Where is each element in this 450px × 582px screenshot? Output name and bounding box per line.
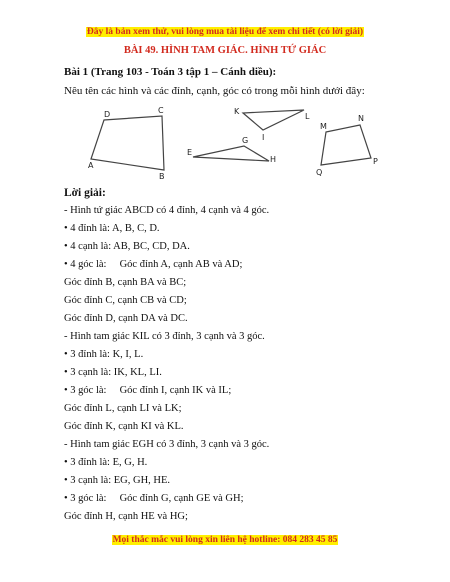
solution-line: Góc đỉnh H, cạnh HE và HG;: [64, 511, 188, 522]
solution-line: • 4 góc là: Góc đỉnh A, cạnh AB và AD;: [64, 259, 243, 270]
solution-line: • 3 góc là: Góc đỉnh G, cạnh GE và GH;: [64, 493, 244, 504]
vertex-label-a: A: [88, 161, 94, 170]
solution-line: • 3 đỉnh là: E, G, H.: [64, 457, 148, 468]
solution-line: Góc đỉnh L, cạnh LI và LK;: [64, 403, 182, 414]
vertex-label-b: B: [159, 172, 165, 181]
solution-line: • 4 đỉnh là: A, B, C, D.: [64, 223, 160, 234]
vertex-label-c: C: [158, 106, 164, 115]
solution-line: • 3 góc là: Góc đỉnh I, cạnh IK và IL;: [64, 385, 232, 396]
vertex-label-d: D: [104, 110, 111, 119]
vertex-label-g: G: [242, 136, 249, 145]
solution-line: • 4 cạnh là: AB, BC, CD, DA.: [64, 241, 190, 252]
solution-line: Góc đỉnh B, cạnh BA và BC;: [64, 277, 187, 288]
preview-notice-text: Đây là bản xem thử, vui lòng mua tài liệu để xem chi tiết (có lời giải): [86, 27, 364, 37]
preview-notice-banner: [0, 27, 450, 37]
vertex-label-l: L: [305, 112, 310, 121]
solution-line: - Hình tam giác KIL có 3 đỉnh, 3 cạnh và 3 góc.: [64, 331, 265, 342]
exercise-heading: Bài 1 (Trang 103 - Toán 3 tập 1 – Cánh diều):: [64, 66, 277, 78]
lesson-title: BÀI 49. HÌNH TAM GIÁC. HÌNH TỨ GIÁC: [123, 45, 327, 56]
vertex-label-h: H: [270, 155, 277, 164]
vertex-label-p: P: [373, 157, 378, 166]
solution-line: Góc đỉnh D, cạnh DA và DC.: [64, 313, 188, 324]
shapes-figure: [60, 100, 390, 182]
vertex-label-q: Q: [316, 168, 323, 177]
solution-line: • 3 đỉnh là: K, I, L.: [64, 349, 144, 360]
hotline-text: Mọi thắc mắc vui lòng xin liên hệ hotline: 084 283 45 85: [112, 535, 338, 545]
solution-line: • 3 cạnh là: EG, GH, HE.: [64, 475, 171, 486]
solution-heading: Lời giải:: [64, 187, 106, 199]
solution-line: - Hình tam giác EGH có 3 đỉnh, 3 cạnh và 3 góc.: [64, 439, 270, 450]
vertex-label-e: E: [187, 148, 193, 157]
solution-line: Góc đỉnh K, cạnh KI và KL.: [64, 421, 184, 432]
vertex-label-n: N: [358, 114, 364, 123]
solution-line: - Hình tứ giác ABCD có 4 đỉnh, 4 cạnh và 4 góc.: [64, 205, 270, 216]
vertex-label-k: K: [234, 107, 240, 116]
hotline-banner: [0, 535, 450, 545]
exercise-instruction: Nêu tên các hình và các đỉnh, cạnh, góc có trong mỗi hình dưới đây:: [64, 85, 365, 97]
quadrilateral-abcd: [88, 106, 165, 181]
quadrilateral-mnpq: [316, 114, 378, 177]
solution-line: Góc đỉnh C, cạnh CB và CD;: [64, 295, 187, 306]
vertex-label-i: I: [262, 133, 265, 142]
vertex-label-m: M: [320, 122, 327, 131]
solution-line: • 3 cạnh là: IK, KL, LI.: [64, 367, 162, 378]
